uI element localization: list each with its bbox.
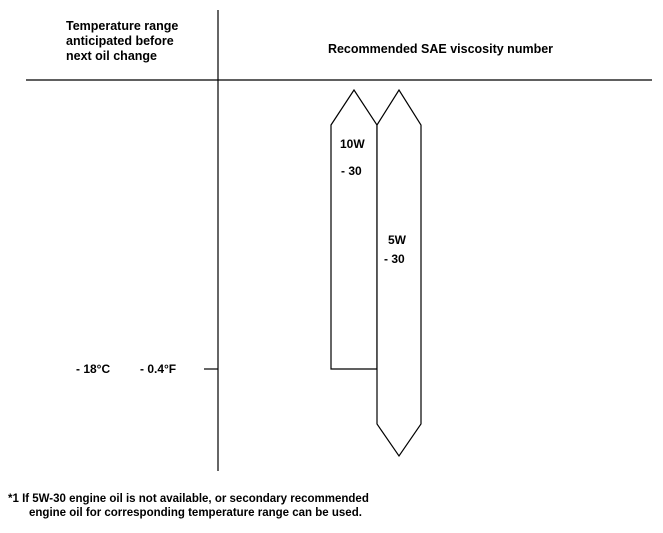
footnote-line-2: engine oil for corresponding temperature range can be used. [29, 507, 362, 519]
temperature-fahrenheit-label: - 0.4°F [140, 362, 177, 376]
footnote-line-1: *1 If 5W-30 engine oil is not available, or secondary recommended [8, 493, 369, 505]
oil-5w-30-label-line-1: 5W [388, 233, 406, 247]
temperature-range-header-line-1: Temperature range [66, 19, 179, 33]
oil-5w-30-label-line-2: - 30 [384, 252, 405, 266]
oil-10w-30-label-line-1: 10W [340, 137, 365, 151]
temperature-celsius-label: - 18°C [76, 362, 111, 376]
viscosity-header: Recommended SAE viscosity number [327, 42, 554, 56]
footnote [8, 492, 369, 520]
temperature-range-header-line-3: next oil change [66, 49, 157, 63]
temperature-range-header-line-2: anticipated before [66, 34, 174, 48]
oil-10w-30-range-bar [331, 90, 377, 369]
oil-5w-30-range-bar [377, 90, 421, 456]
oil-10w-30-label-line-2: - 30 [341, 164, 362, 178]
